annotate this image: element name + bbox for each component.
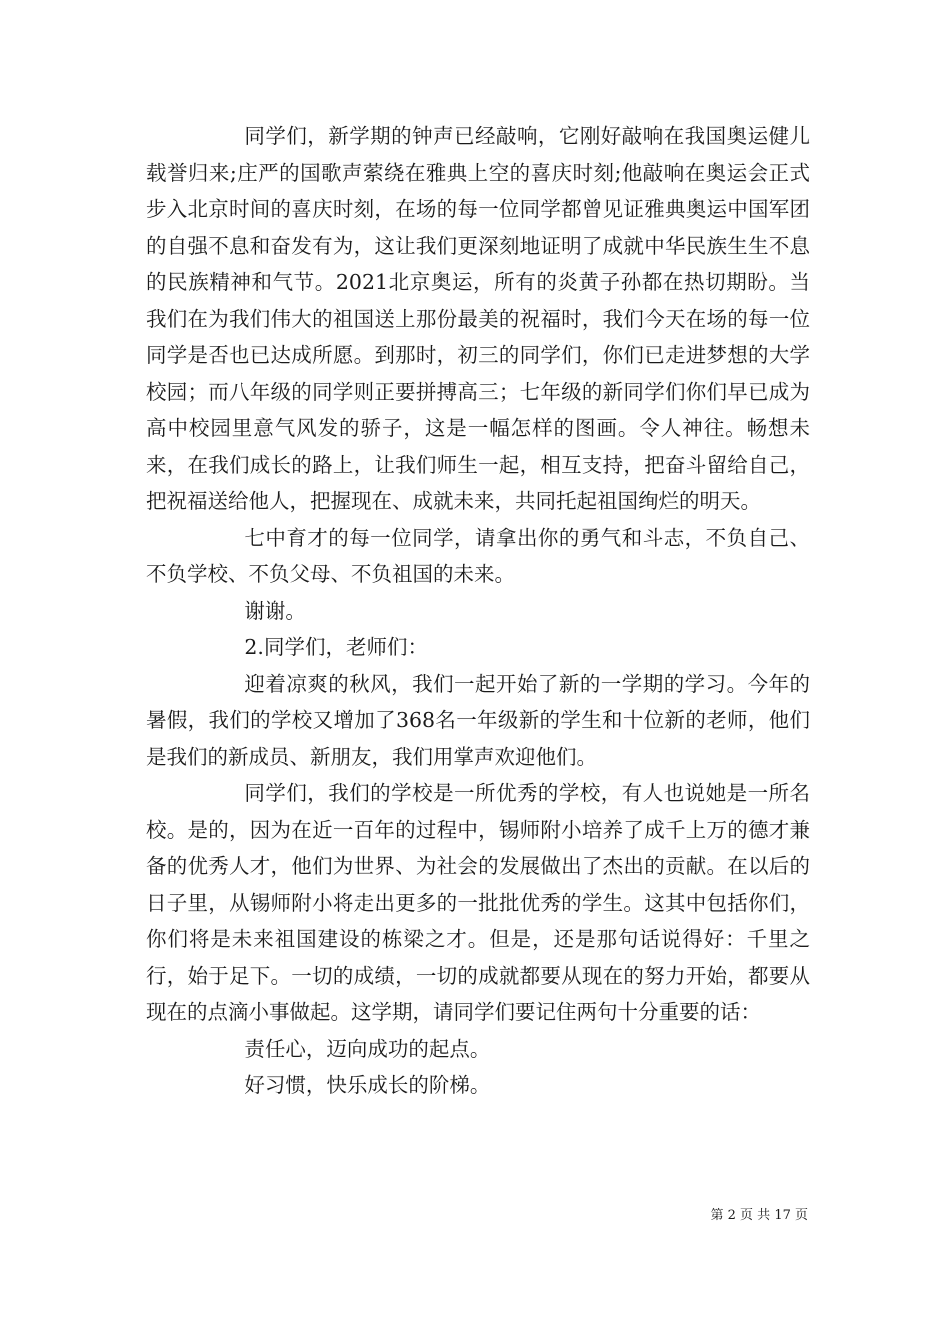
paragraph-new-semester: 迎着凉爽的秋风，我们一起开始了新的一学期的学习。今年的暑假，我们的学校又增加了368名一年级新的学生和十位新的老师，他们是我们的新成员、新朋友，我们用掌声欢迎他们。 bbox=[146, 671, 810, 769]
paragraph-school: 同学们，我们的学校是一所优秀的学校，有人也说她是一所名校。是的，因为在近一百年的过程中，锡师附小培养了成千上万的德才兼备的优秀人才，他们为世界、为社会的发展做出了杰出的贡献。在以后的日子里，从锡师附小将走出更多的一批批优秀的学生。这其中包括你们，你们将是未来祖国建设的栋梁之才。但是，还是那句话说得好：千里之行，始于足下。一切的成绩，一切的成就都要从现在的努力开始，都要从现在的点滴小事做起。这学期，请同学们要记住两句十分重要的话： bbox=[146, 781, 810, 1024]
motto-responsibility: 责任心，迈向成功的起点。 bbox=[244, 1036, 491, 1061]
speech-heading-2: 2.同学们，老师们： bbox=[244, 635, 428, 659]
paragraph-encouragement: 七中育才的每一位同学，请拿出你的勇气和斗志，不负自己、不负学校、不负父母、不负祖国的未来。 bbox=[146, 525, 810, 586]
motto-habits: 好习惯，快乐成长的阶梯。 bbox=[244, 1073, 491, 1097]
page-number-footer: 第 2 页 共 17 页 bbox=[710, 1208, 808, 1223]
paragraph-thanks: 谢谢。 bbox=[244, 598, 306, 623]
paragraph-olympics: 同学们，新学期的钟声已经敲响，它刚好敲响在我国奥运健儿载誉归来;庄严的国歌声萦绕在雅典上空的喜庆时刻;他敲响在奥运会正式步入北京时间的喜庆时刻，在场的每一位同学都曾见证雅典奥运中国军团的自强不息和奋发有为，这让我们更深刻地证明了成就中华民族生生不息的民族精神和气节。2021北京奥运，所有的炎黄子孙都在热切期盼。当我们在为我们伟大的祖国送上那份最美的祝福时，我们今天在场的每一位同学是否也已达成所愿。到那时，初三的同学们，你们已走进梦想的大学校园；而八年级的同学则正要拼搏高三；七年级的新同学们你们早已成为高中校园里意气风发的骄子，这是一幅怎样的图画。令人神往。畅想未来，在我们成长的路上，让我们师生一起，相互支持，把奋斗留给自己，把祝福送给他人，把握现在、成就未来，共同托起祖国绚烂的明天。 bbox=[146, 124, 810, 513]
document-body bbox=[146, 118, 810, 1104]
